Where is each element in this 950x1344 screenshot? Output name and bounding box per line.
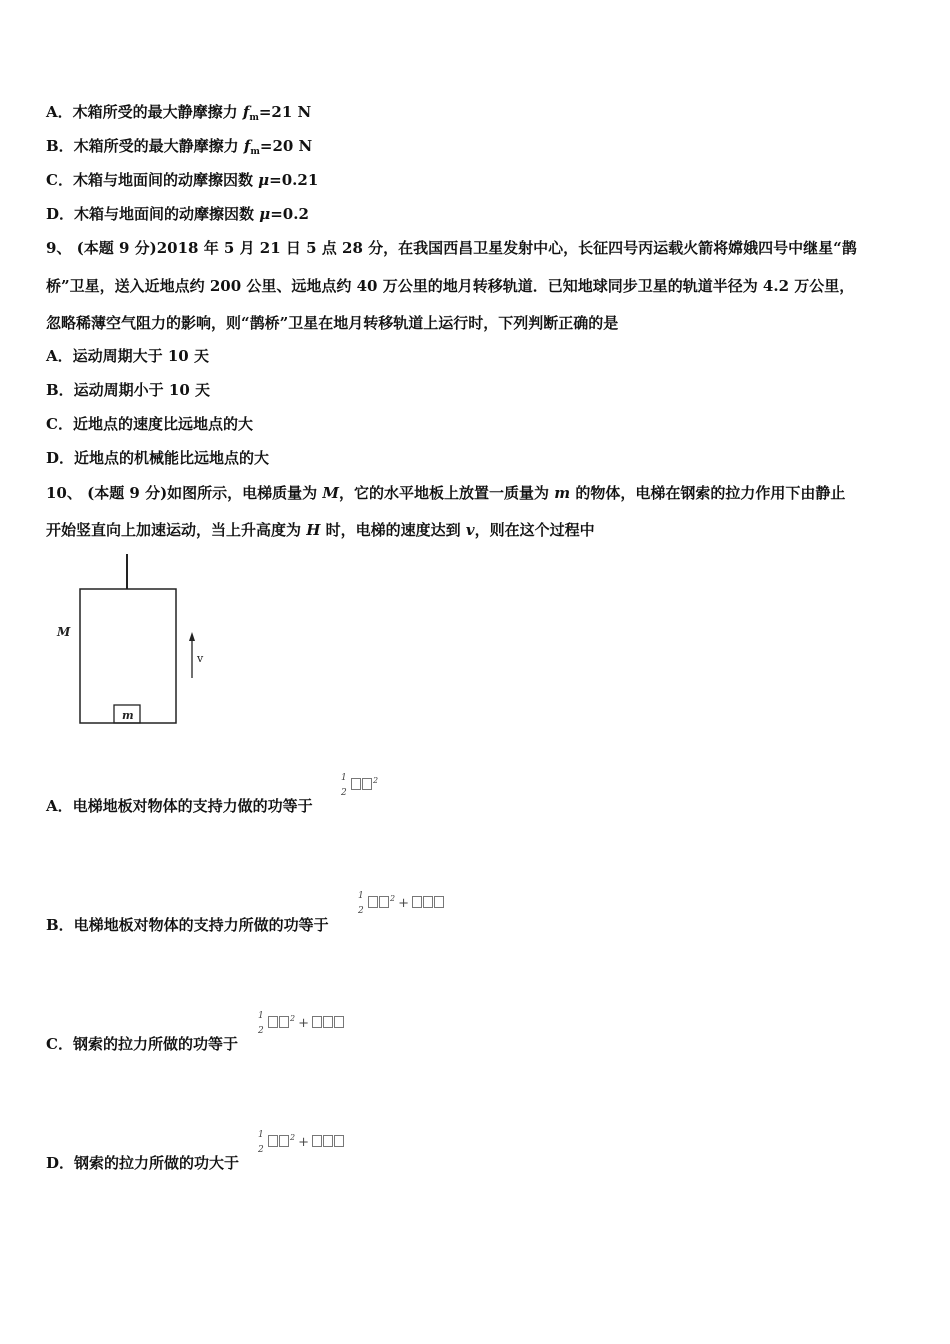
formula-a-denominator: 2 [341, 788, 347, 798]
exponent: 2 [373, 776, 379, 785]
subscript: m [249, 113, 259, 123]
formula-d-numerator: 1 [258, 1130, 264, 1140]
glyph-box [434, 896, 444, 908]
arrow-head [189, 632, 195, 641]
glyph-box [312, 1016, 322, 1028]
formula-b-numerator: 1 [358, 891, 364, 901]
q9-stem-line-3: 忽略稀薄空气阻力的影响，则“鹊桥”卫星在地月转移轨道上运行时，下列判断正确的是 [46, 314, 619, 332]
glyph-box [279, 1016, 289, 1028]
glyph-box [312, 1135, 322, 1147]
formula-a-numerator: 1 [341, 773, 347, 783]
plus-sign: + [298, 1016, 309, 1031]
glyph-box [279, 1135, 289, 1147]
variable: μ [259, 205, 271, 223]
plus-sign: + [298, 1135, 309, 1150]
stem-text: ，它的水平地板上放置一质量为 [339, 484, 555, 502]
option-value: =0.2 [270, 205, 309, 223]
label-v: v [197, 652, 204, 665]
subscript: m [250, 147, 260, 157]
formula-b [368, 894, 445, 911]
option-text: D．木箱与地面间的动摩擦因数 [46, 205, 260, 223]
formula-c-denominator: 2 [258, 1026, 264, 1036]
option-value: =20 N [259, 137, 313, 155]
glyph-box [334, 1016, 344, 1028]
glyph-box [334, 1135, 344, 1147]
variable: m [554, 484, 571, 502]
variable: H [306, 521, 321, 539]
q10-option-b: B．电梯地板对物体的支持力所做的功等于 [46, 916, 329, 934]
exponent: 2 [290, 1133, 296, 1142]
label-m: m [122, 709, 134, 722]
variable: f [243, 137, 251, 155]
formula-c-numerator: 1 [258, 1011, 264, 1021]
stem-text: 时，电梯的速度达到 [320, 521, 466, 539]
variable: v [465, 521, 475, 539]
formula-d-denominator: 2 [258, 1145, 264, 1155]
option-text: B．木箱所受的最大静摩擦力 [46, 137, 244, 155]
formula-d [268, 1133, 345, 1150]
exponent: 2 [290, 1014, 296, 1023]
q8-option-a [46, 102, 311, 128]
option-value: =21 N [258, 103, 312, 121]
label-M: M [57, 625, 71, 639]
q10-stem-line-2 [46, 520, 595, 540]
q10-stem-line-1 [46, 483, 845, 503]
formula-c [268, 1014, 345, 1031]
q10-option-d: D．钢索的拉力所做的功大于 [46, 1154, 240, 1172]
stem-text: 的物体，电梯在钢索的拉力作用下由静止 [570, 484, 846, 502]
glyph-box [268, 1135, 278, 1147]
stem-text: 10、 (本题 9 分)如图所示，电梯质量为 [46, 484, 323, 502]
q10-option-c: C．钢索的拉力所做的功等于 [46, 1035, 238, 1053]
elevator-box [80, 589, 176, 723]
q9-option-a: A．运动周期大于 10 天 [46, 347, 209, 365]
q9-option-b: B．运动周期小于 10 天 [46, 381, 210, 399]
q8-option-b [46, 136, 312, 162]
glyph-box [351, 778, 361, 790]
glyph-box [268, 1016, 278, 1028]
q9-stem-line-1: 9、 (本题 9 分)2018 年 5 月 21 日 5 点 28 分，在我国西昌卫星发射中心，长征四号丙运载火箭将嫦娥四号中继星“鹊 [46, 239, 857, 257]
formula-b-denominator: 2 [358, 906, 364, 916]
q8-option-c [46, 170, 318, 190]
q9-option-d: D．近地点的机械能比远地点的大 [46, 449, 270, 467]
glyph-box [323, 1016, 333, 1028]
glyph-box [379, 896, 389, 908]
q8-option-d [46, 204, 309, 224]
q9-stem-line-2: 桥”卫星，送入近地点约 200 公里、远地点约 40 万公里的地月转移轨道．已知地球同步卫星的轨道半径为 4.2 万公里， [46, 277, 855, 295]
option-text: A．木箱所受的最大静摩擦力 [46, 103, 243, 121]
option-text: C．木箱与地面间的动摩擦因数 [46, 171, 259, 189]
glyph-box [362, 778, 372, 790]
exponent: 2 [390, 894, 396, 903]
variable: M [322, 484, 340, 502]
q10-option-a: A．电梯地板对物体的支持力做的功等于 [46, 797, 313, 815]
stem-text: ，则在这个过程中 [474, 521, 595, 539]
formula-a [351, 776, 378, 792]
option-value: =0.21 [269, 171, 319, 189]
plus-sign: + [398, 896, 409, 911]
q9-option-c: C．近地点的速度比远地点的大 [46, 415, 253, 433]
variable: f [242, 103, 250, 121]
variable: μ [258, 171, 270, 189]
glyph-box [423, 896, 433, 908]
glyph-box [323, 1135, 333, 1147]
glyph-box [368, 896, 378, 908]
elevator-figure [50, 552, 220, 732]
glyph-box [412, 896, 422, 908]
stem-text: 开始竖直向上加速运动，当上升高度为 [46, 521, 307, 539]
